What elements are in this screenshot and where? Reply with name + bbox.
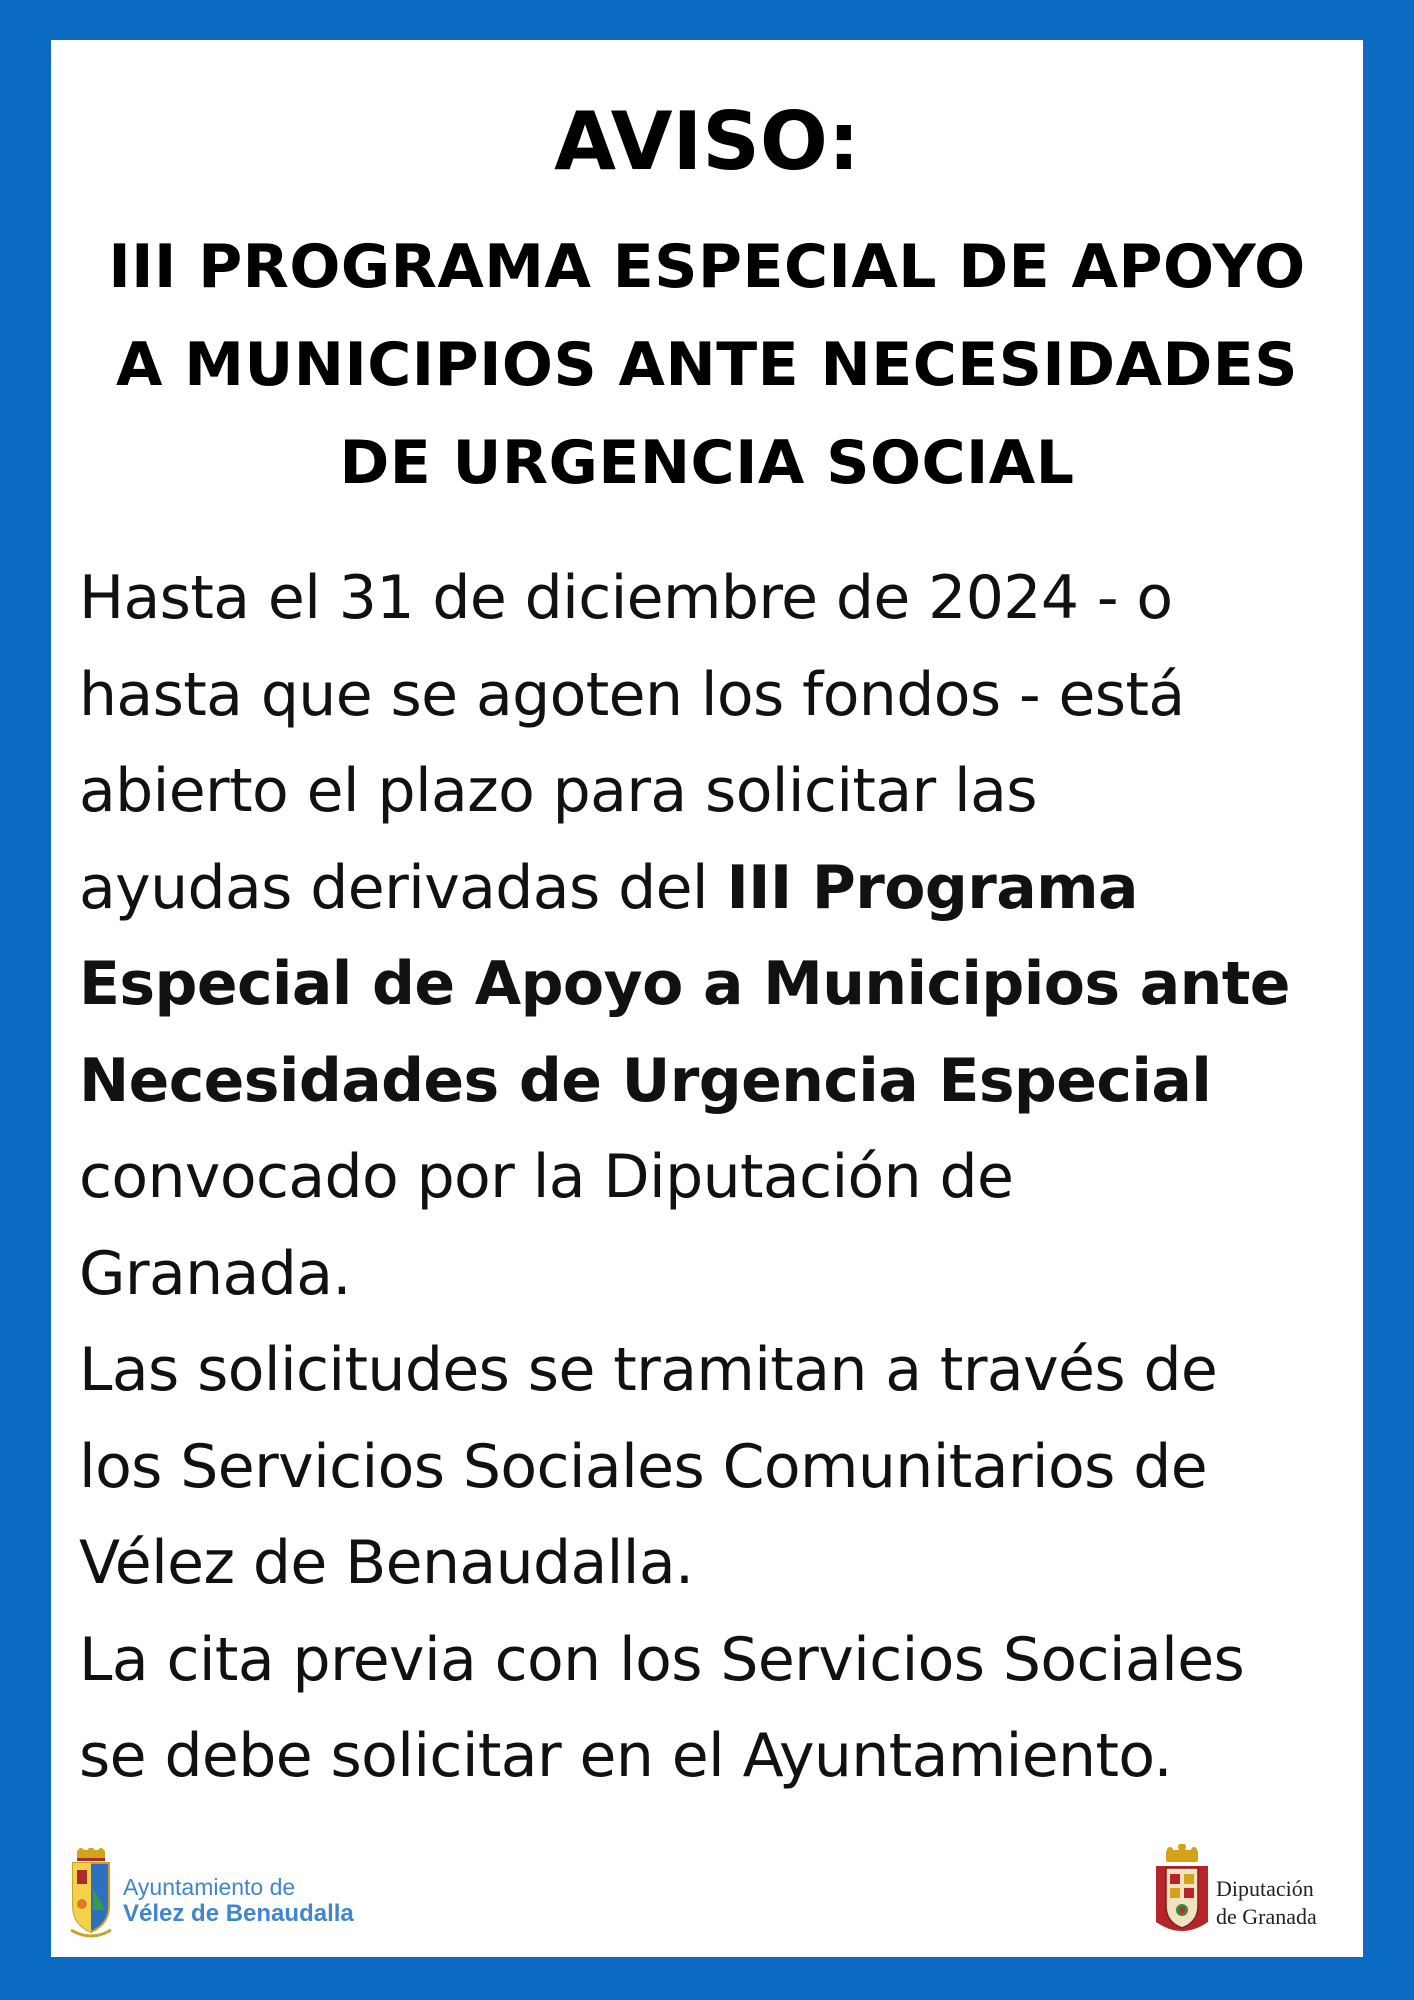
diputacion-logo	[1154, 1844, 1354, 1944]
heading-line: A MUNICIPIOS ANTE NECESIDADES	[115, 330, 1298, 400]
program-heading	[51, 218, 1363, 512]
body-line-bold	[79, 936, 1349, 1033]
body-line-bold	[79, 1033, 1349, 1130]
body-line: abierto el plazo para solicitar las	[79, 756, 1037, 826]
body-line: La cita previa con los Servicios Sociales	[79, 1624, 1245, 1695]
program-name-bold: Necesidades de Urgencia Especial	[79, 1045, 1212, 1116]
ayuntamiento-line1: Ayuntamiento de	[123, 1874, 296, 1900]
program-name-bold: III Programa	[726, 852, 1138, 923]
crest-icon	[1154, 1844, 1210, 1940]
body-line: convocado por la Diputación de	[79, 1142, 1014, 1212]
heading-line: DE URGENCIA SOCIAL	[339, 428, 1075, 498]
notice-sheet	[51, 40, 1363, 1957]
body-line: los Servicios Sociales Comunitarios de	[79, 1431, 1208, 1502]
body-line: Vélez de Benaudalla.	[79, 1528, 694, 1598]
crest-icon	[69, 1848, 113, 1938]
body-line: Granada.	[79, 1238, 351, 1309]
notice-body	[79, 550, 1349, 1805]
ayuntamiento-line2: Vélez de Benaudalla	[123, 1900, 354, 1927]
body-line-text: ayudas derivadas del	[79, 852, 727, 923]
diputacion-line1: Diputación	[1216, 1876, 1314, 1901]
body-line: hasta que se agoten los fondos - está	[79, 659, 1185, 730]
body-line: Las solicitudes se tramitan a través de	[79, 1335, 1218, 1405]
body-line-mixed	[79, 840, 1349, 937]
body-line: Hasta el 31 de diciembre de 2024 - o	[79, 563, 1173, 633]
diputacion-line2: de Granada	[1216, 1904, 1317, 1929]
notice-title: AVISO:	[554, 95, 860, 188]
body-line: se debe solicitar en el Ayuntamiento.	[79, 1721, 1172, 1791]
program-name-bold: Especial de Apoyo a Municipios ante	[79, 949, 1290, 1019]
heading-line: III PROGRAMA ESPECIAL DE APOYO	[108, 232, 1306, 302]
ayuntamiento-logo	[69, 1848, 389, 1938]
